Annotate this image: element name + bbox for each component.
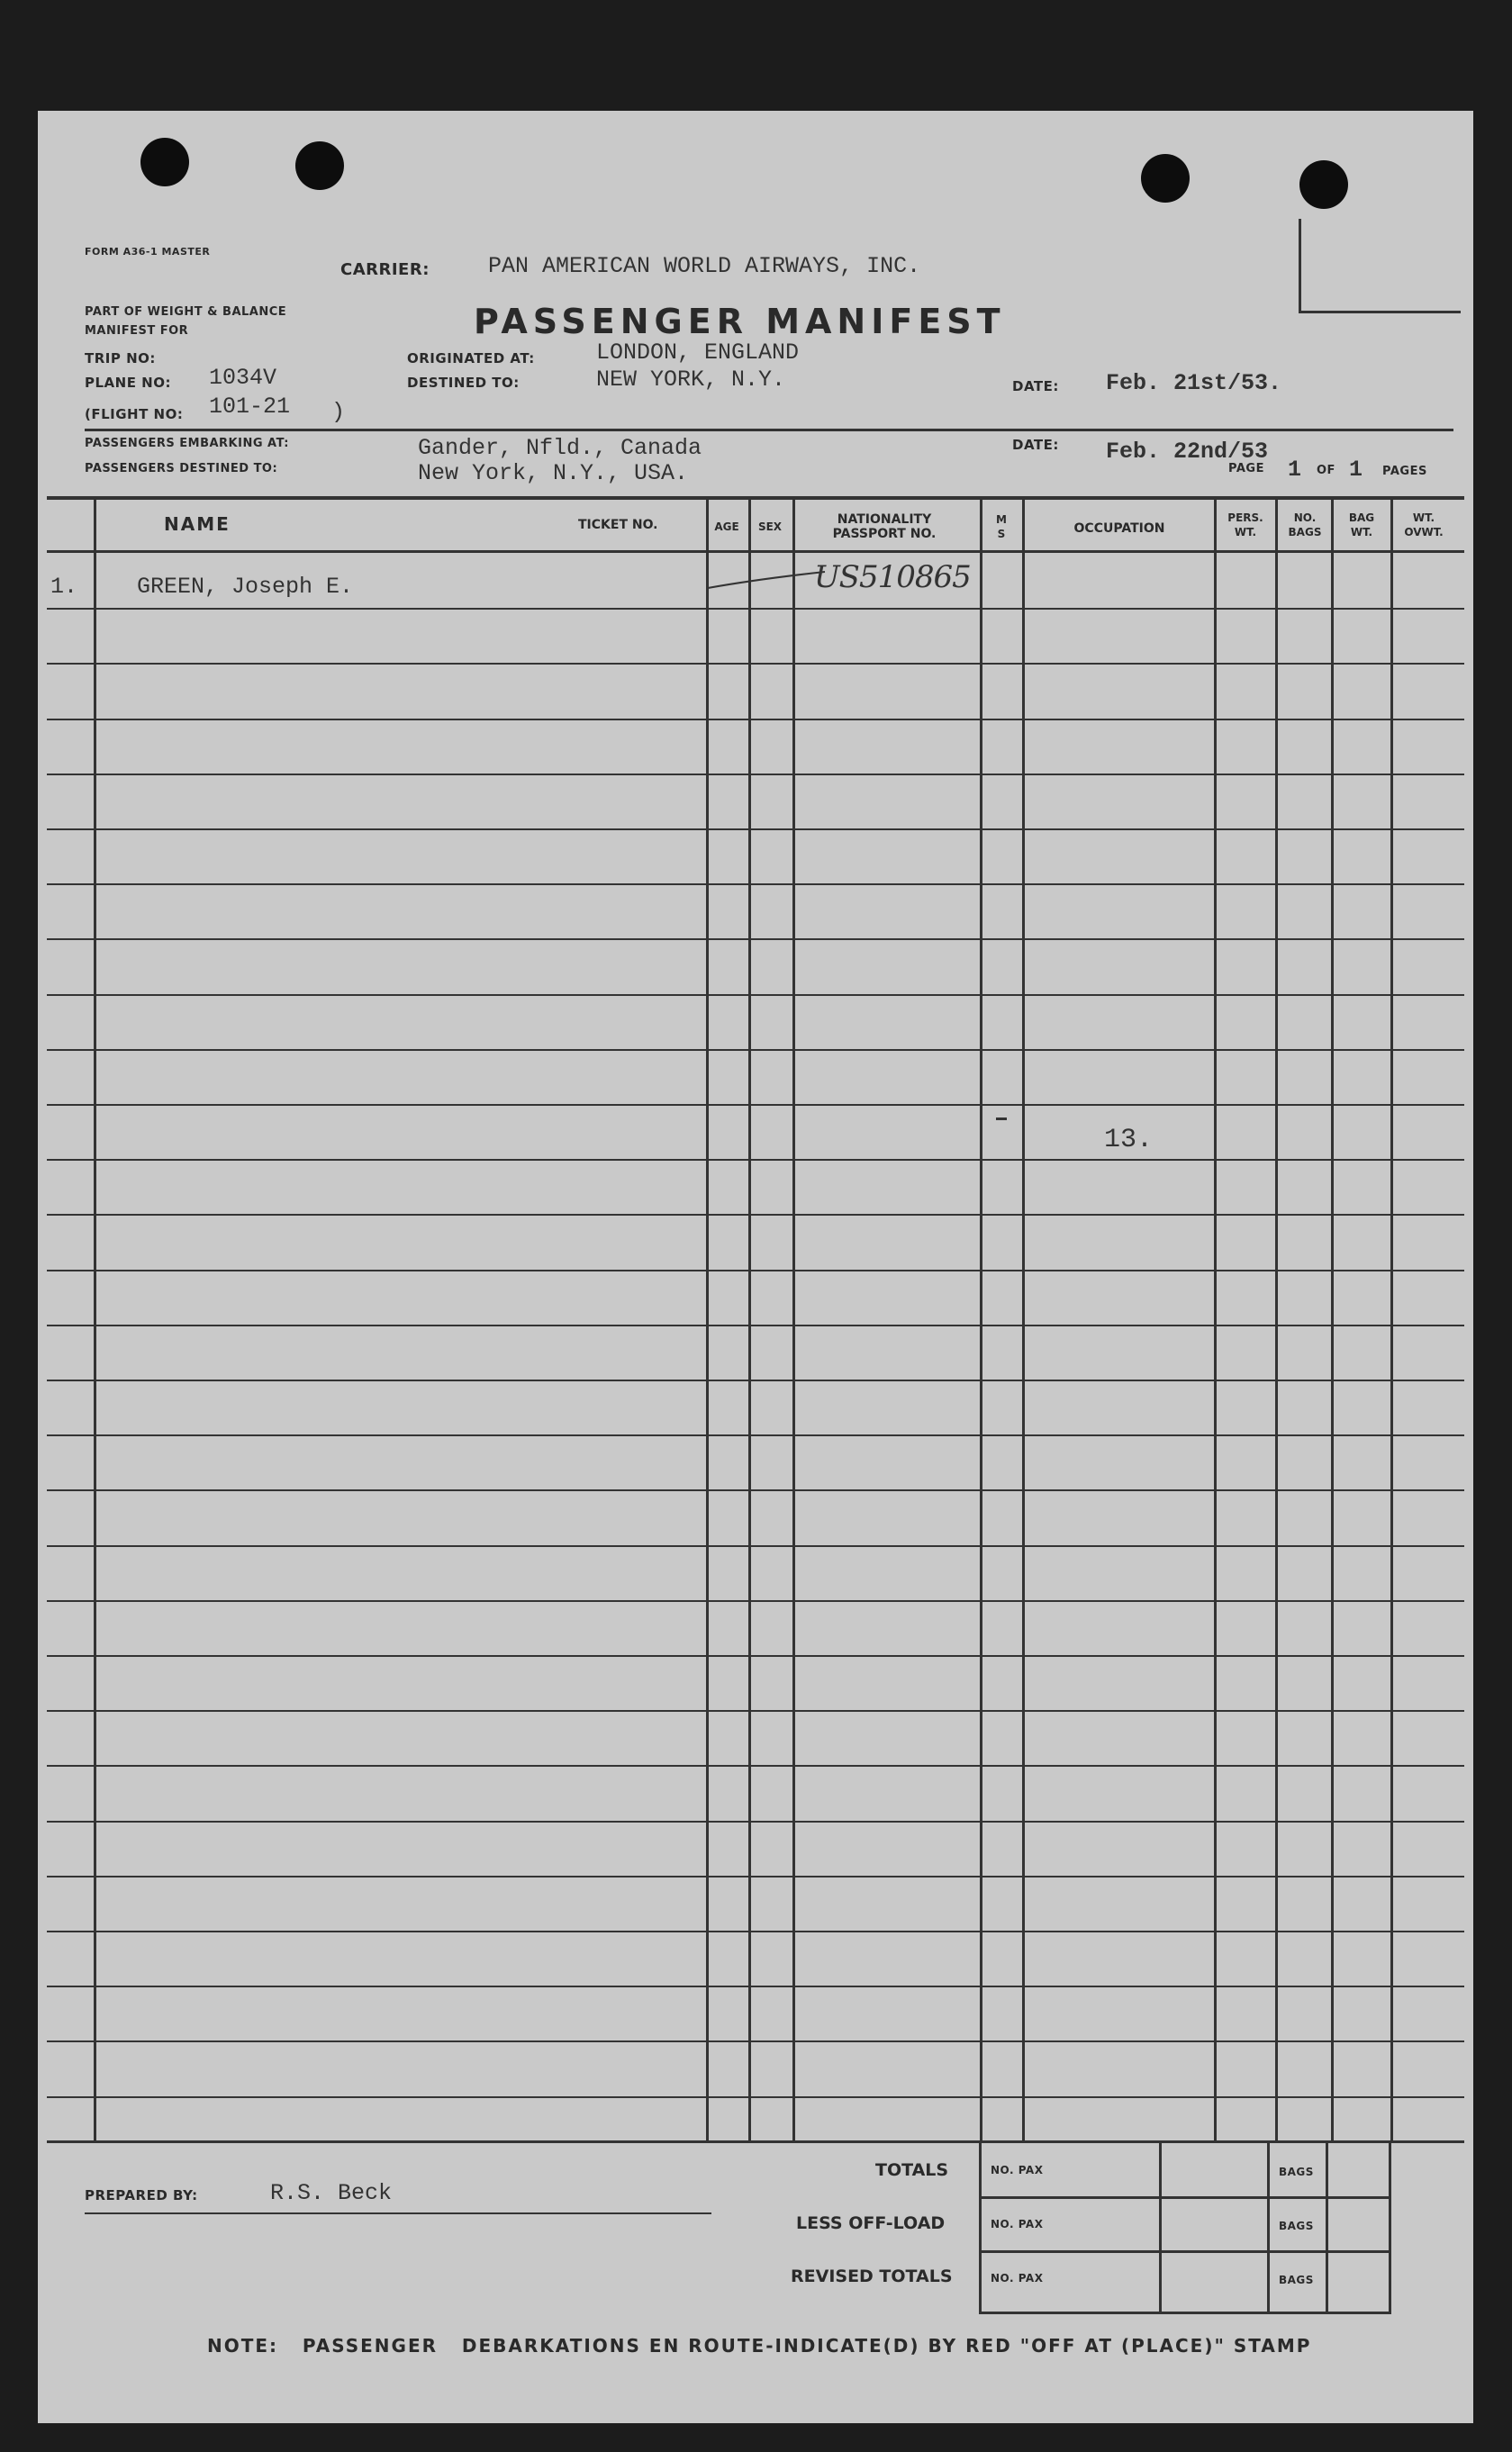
row-number: 1.: [50, 574, 78, 600]
col-header-pers-wt: [1216, 511, 1275, 539]
page-number: 1: [1288, 457, 1302, 483]
page-label: PAGE: [1228, 462, 1264, 475]
destined-value: NEW YORK, N.Y.: [596, 366, 786, 393]
less-offload-label: LESS OFF-LOAD: [796, 2213, 946, 2233]
punch-hole: [140, 138, 189, 186]
col-header-sex: SEX: [757, 520, 783, 533]
table-row-line: [47, 1600, 1464, 1602]
totals-box-border: [979, 2142, 982, 2313]
totals-box-border: [1389, 2142, 1391, 2313]
pages-label: PAGES: [1382, 465, 1427, 478]
embarking-label: PASSENGERS EMBARKING AT:: [85, 437, 289, 450]
totals-box-rule: [979, 2250, 1391, 2253]
table-row-line: [47, 1049, 1464, 1051]
col-header-bag-wt: [1334, 511, 1390, 539]
table-row-line: [47, 1325, 1464, 1326]
table-row-line: [47, 1159, 1464, 1161]
col-header-nationality-line: NATIONALITY: [837, 512, 932, 527]
col-header-bags: BAGS: [1288, 526, 1322, 538]
col-header-no: NO.: [1293, 511, 1317, 524]
table-top-border: [47, 496, 1464, 500]
no-pax-label: NO. PAX: [991, 2218, 1044, 2230]
table-column-line: [792, 498, 795, 2140]
weight-balance-label: PART OF WEIGHT & BALANCE: [85, 305, 287, 319]
page-total: 1: [1349, 457, 1363, 483]
table-row-line: [47, 1489, 1464, 1491]
flight-no-label: (FLIGHT NO:: [85, 406, 184, 422]
prepared-label: PREPARED BY:: [85, 2187, 198, 2203]
carrier-label: CARRIER:: [340, 260, 430, 279]
table-row-line: [47, 938, 1464, 940]
col-header-pers-wt-line: WT.: [1234, 526, 1257, 538]
table-row-line: [47, 1821, 1464, 1823]
trip-no-label: TRIP NO:: [85, 350, 156, 366]
originated-value: LONDON, ENGLAND: [596, 339, 800, 366]
col-header-passport-line: PASSPORT NO.: [832, 527, 937, 541]
col-header-wt: WT.: [1412, 511, 1435, 524]
handwritten-dash: [704, 566, 830, 593]
col-header-ovwt: [1394, 511, 1453, 539]
corner-bracket: [1299, 311, 1461, 313]
manifest-sheet: [38, 111, 1473, 2423]
plane-no-value: 1034V: [209, 365, 277, 391]
table-column-line: [980, 498, 982, 2140]
totals-box-divider: [1159, 2142, 1162, 2313]
of-label: OF: [1317, 464, 1335, 477]
table-row-line: [47, 1380, 1464, 1381]
table-row-line: [47, 994, 1464, 996]
col-header-ticket: TICKET NO.: [578, 518, 658, 532]
col-header-nationality: [794, 512, 974, 541]
table-bottom-border: [47, 2140, 1464, 2143]
col-header-ms-s: S: [997, 528, 1006, 540]
table-row-line: [47, 1986, 1464, 1987]
col-header-bag: BAG: [1348, 511, 1375, 524]
table-row-line: [47, 663, 1464, 665]
table-row-line: [47, 608, 1464, 610]
totals-box-divider: [1326, 2142, 1328, 2313]
table-row-line: [47, 719, 1464, 720]
manifest-for-label: MANIFEST FOR: [85, 324, 189, 338]
col-header-ms: [983, 512, 1019, 541]
punch-hole: [1141, 154, 1190, 203]
table-column-line: [1214, 498, 1217, 2140]
col-header-name: NAME: [164, 513, 231, 535]
plane-no-label: PLANE NO:: [85, 375, 171, 391]
passport-number: US510865: [814, 559, 971, 595]
table-row-line: [47, 1765, 1464, 1767]
table-row-line: [47, 1545, 1464, 1547]
flight-no-close: ): [331, 399, 346, 425]
table-header-border: [47, 550, 1464, 553]
table-column-line: [1331, 498, 1334, 2140]
table-row-line: [47, 1214, 1464, 1216]
punch-hole: [1299, 160, 1348, 209]
col-header-ms-m: M: [996, 513, 1007, 526]
corner-bracket: [1299, 219, 1301, 312]
embarking-value: Gander, Nfld., Canada: [418, 435, 702, 461]
pax-destined-label: PASSENGERS DESTINED TO:: [85, 462, 278, 475]
date2-label: DATE:: [1012, 437, 1059, 453]
punch-hole: [295, 141, 344, 190]
col-header-bag-wt-line: WT.: [1350, 526, 1373, 538]
col-header-occupation: OCCUPATION: [1073, 521, 1165, 536]
table-row-line: [47, 2096, 1464, 2098]
table-column-line: [748, 498, 751, 2140]
date-label: DATE:: [1012, 378, 1059, 394]
ms-tick: [996, 1117, 1007, 1120]
table-column-line: [1390, 498, 1393, 2140]
table-row-line: [47, 828, 1464, 830]
occupation-note: 13.: [1104, 1125, 1154, 1155]
table-row-line: [47, 1434, 1464, 1436]
table-row-line: [47, 1104, 1464, 1106]
date2-value: Feb. 22nd/53: [1106, 439, 1269, 465]
totals-box-divider: [1267, 2142, 1270, 2313]
flight-no-value: 101-21: [209, 394, 291, 420]
no-pax-label: NO. PAX: [991, 2164, 1044, 2176]
originated-label: ORIGINATED AT:: [407, 350, 535, 366]
table-row-line: [47, 1655, 1464, 1657]
col-header-no-bags: [1277, 511, 1333, 539]
carrier-value: PAN AMERICAN WORLD AIRWAYS, INC.: [488, 253, 921, 279]
no-pax-label: NO. PAX: [991, 2272, 1044, 2285]
page-title: PASSENGER MANIFEST: [474, 302, 1006, 341]
table-row-line: [47, 1931, 1464, 1932]
table-column-line: [706, 498, 709, 2140]
col-header-pers: PERS.: [1227, 511, 1263, 524]
prepared-value: R.S. Beck: [270, 2180, 393, 2206]
prepared-underline: [85, 2212, 711, 2214]
table-row-line: [47, 2040, 1464, 2042]
table-column-line: [1275, 498, 1278, 2140]
col-header-age: AGE: [714, 520, 739, 533]
table-row-line: [47, 1270, 1464, 1271]
date-value: Feb. 21st/53.: [1106, 370, 1282, 396]
footer-note: NOTE: PASSENGER DEBARKATIONS EN ROUTE-INDICATE(D) BY RED "OFF AT (PLACE)" STAMP: [207, 2335, 1312, 2357]
table-row-line: [47, 883, 1464, 885]
pax-destined-value: New York, N.Y., USA.: [418, 460, 689, 486]
passenger-name: GREEN, Joseph E.: [137, 574, 354, 600]
table-row-line: [47, 774, 1464, 775]
totals-box-bottom: [979, 2312, 1391, 2314]
totals-box-rule: [979, 2196, 1391, 2199]
revised-totals-label: REVISED TOTALS: [791, 2267, 953, 2286]
table-row-line: [47, 1710, 1464, 1712]
totals-label: TOTALS: [875, 2160, 949, 2180]
header-divider: [85, 429, 1453, 431]
destined-label: DESTINED TO:: [407, 375, 520, 391]
bags-label: BAGS: [1279, 2166, 1314, 2178]
table-column-line: [1022, 498, 1025, 2140]
col-header-ovwt-line: OVWT.: [1404, 526, 1444, 538]
form-number: FORM A36-1 MASTER: [85, 246, 211, 258]
bags-label: BAGS: [1279, 2274, 1314, 2286]
table-column-line: [94, 498, 96, 2140]
table-row-line: [47, 1876, 1464, 1877]
bags-label: BAGS: [1279, 2220, 1314, 2232]
